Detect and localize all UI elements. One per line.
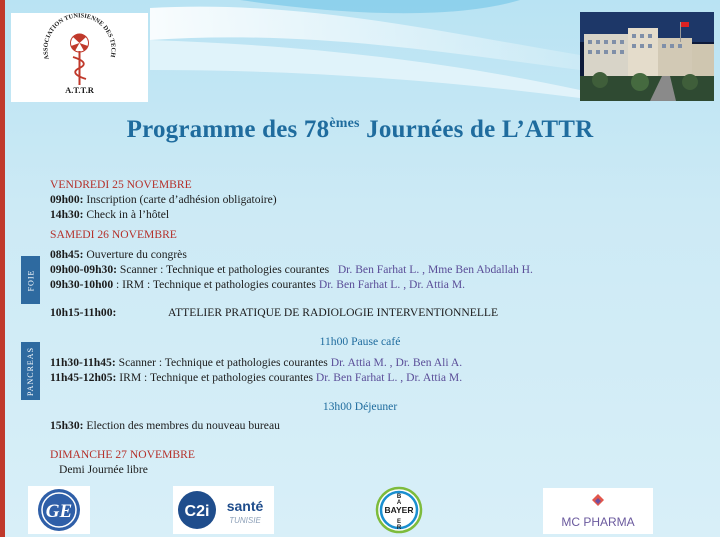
- section-tab-pancreas: [21, 342, 40, 400]
- pause-cafe: 11h00 Pause café: [319, 335, 401, 348]
- item-time: 15h30:: [50, 419, 84, 432]
- svg-text:ASSOCIATION TUNISIENNE DES TEC: [11, 13, 117, 60]
- mc-pharma-text: MC PHARMA: [561, 515, 635, 529]
- caduceus-radiation-icon: [71, 34, 89, 85]
- item-time: 09h30-10h00: [50, 278, 114, 291]
- day-saturday: SAMEDI 26 NOVEMBRE: [50, 228, 177, 241]
- section-tab-foie: [21, 256, 40, 304]
- logo-ring-text: ASSOCIATION TUNISIENNE DES TECH: [42, 13, 117, 61]
- sponsor-ge-logo: [28, 486, 90, 534]
- sponsor-bayer-logo: [373, 486, 425, 534]
- logo-acronym: A.T.T.R: [65, 85, 94, 95]
- item-time: 11h45-12h05:: [50, 371, 117, 384]
- attr-logo: [11, 13, 148, 102]
- sponsor-c2i-logo: [173, 486, 274, 534]
- item-text: Scanner : Technique et pathologies courantes: [115, 356, 331, 369]
- c2i-word: santé: [226, 498, 264, 514]
- item-time: 08h45:: [50, 248, 84, 261]
- lunch-break: 13h00 Déjeuner: [322, 400, 398, 413]
- item-time: 11h30-11h45:: [50, 356, 116, 369]
- item-time: 14h30:: [50, 208, 84, 221]
- list-item: [50, 248, 187, 261]
- item-text: : IRM : Technique et pathologies courantes: [113, 278, 319, 291]
- sponsor-mc-pharma-logo: [543, 488, 653, 534]
- list-item: [50, 371, 462, 384]
- title-main: Programme des 78: [126, 116, 330, 143]
- bayer-text: BAYER: [384, 505, 414, 515]
- item-time: 09h00:: [50, 193, 84, 206]
- list-item: [50, 208, 169, 221]
- list-item: [50, 263, 533, 276]
- list-item: [50, 356, 462, 369]
- item-text: Inscription (carte d’adhésion obligatoire): [83, 193, 277, 206]
- item-doctors: Dr. Ben Farhat L. , Dr. Attia M.: [318, 278, 466, 291]
- list-item: [50, 306, 499, 319]
- list-item: [50, 278, 465, 291]
- list-item: [50, 193, 277, 206]
- item-doctors: Dr. Ben Farhat L. , Mme Ben Abdallah H.: [337, 263, 533, 276]
- title-suffix: Journées de L’ATTR: [359, 116, 594, 143]
- item-text: Election des membres du nouveau bureau: [83, 419, 280, 432]
- tab-label: FOIE: [26, 269, 35, 291]
- item-time: 10h15-11h00:: [50, 306, 117, 319]
- item-text: IRM : Technique et pathologies courantes: [116, 371, 316, 384]
- svg-text:E: E: [396, 519, 402, 525]
- item-text: ATTELIER PRATIQUE DE RADIOLOGIE INTERVENTIONNELLE: [168, 306, 499, 319]
- item-doctors: Dr. Ben Farhat L. , Dr. Attia M.: [315, 371, 463, 384]
- tab-label: PANCREAS: [26, 346, 35, 396]
- item-text: Check in à l’hôtel: [83, 208, 170, 221]
- day-sunday: DIMANCHE 27 NOVEMBRE: [50, 448, 195, 461]
- c2i-country: TUNISIE: [229, 516, 261, 525]
- mc-pharma-diamond-icon: [592, 494, 604, 506]
- list-item: [50, 419, 280, 432]
- svg-text:R: R: [396, 525, 402, 531]
- day-friday: VENDREDI 25 NOVEMBRE: [50, 178, 192, 191]
- ge-text: GE: [45, 501, 73, 522]
- page-title: [0, 116, 720, 144]
- item-doctors: Dr. Attia M. , Dr. Ben Ali A.: [330, 356, 463, 369]
- svg-text:A: A: [396, 500, 402, 506]
- item-time: 09h00-09h30:: [50, 263, 117, 276]
- c2i-mark: C2i: [184, 503, 210, 520]
- item-text: Scanner : Technique et pathologies courantes: [117, 263, 330, 276]
- svg-text:B: B: [396, 494, 402, 500]
- hospital-photo: [580, 12, 714, 101]
- item-text: Ouverture du congrès: [83, 248, 187, 261]
- list-item: Demi Journée libre: [59, 463, 148, 476]
- title-superscript: èmes: [329, 116, 360, 131]
